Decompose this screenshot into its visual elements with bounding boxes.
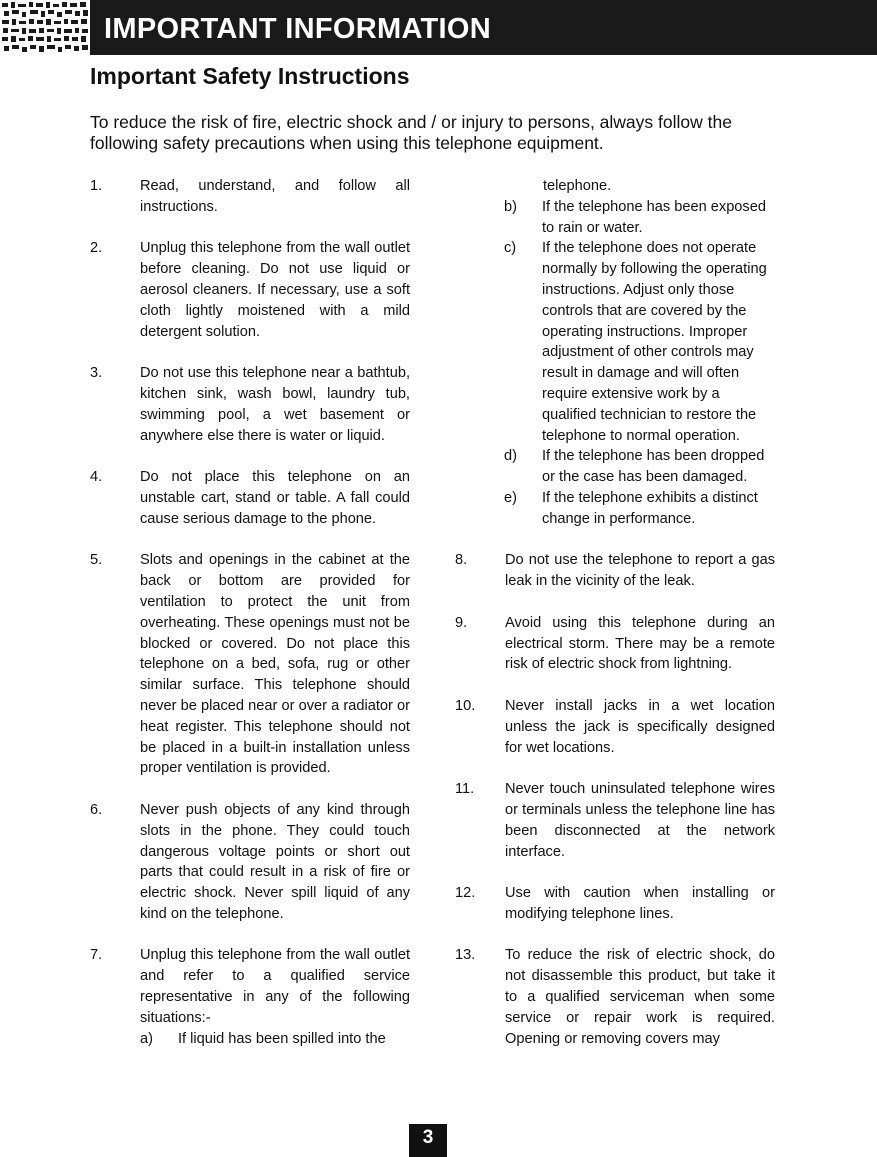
list-item bbox=[455, 550, 775, 592]
item-text: Do not use the telephone to report a gas leak in the vicinity of the leak. bbox=[505, 552, 775, 590]
sub-item-text: If the telephone does not operate normally by following the operating instructions. Adjust only those controls that are covered by the operating instructions. Improper adjustment of other controls may result in damage and will often require extensive work by a qualified technician to restore the telephone to normal operation. bbox=[542, 240, 767, 444]
sub-item-letter: e) bbox=[504, 489, 517, 506]
item-number: 10. bbox=[455, 697, 476, 714]
section-title: Important Safety Instructions bbox=[90, 63, 410, 89]
item-number: 2. bbox=[90, 240, 103, 257]
item-number: 9. bbox=[455, 614, 468, 631]
list-item bbox=[90, 238, 410, 342]
item-text: Never touch uninsulated telephone wires or terminals unless the telephone line has been disconnected at the network interface. bbox=[505, 781, 775, 860]
sub-item-continuation: telephone. bbox=[543, 178, 612, 194]
sub-item bbox=[455, 197, 775, 239]
sub-item-letter: d) bbox=[504, 448, 517, 465]
sub-item-text: If the telephone exhibits a distinct change in performance. bbox=[542, 489, 758, 527]
item-text: Read, understand, and follow all instructions. bbox=[140, 178, 410, 215]
list-item bbox=[455, 696, 775, 758]
item-text: Avoid using this telephone during an electrical storm. There may be a remote risk of electric shock from lightning. bbox=[505, 614, 775, 673]
list-item bbox=[455, 883, 775, 925]
item-number: 12. bbox=[455, 885, 476, 902]
list-item bbox=[90, 176, 410, 218]
item-text: Use with caution when installing or modifying telephone lines. bbox=[505, 885, 775, 922]
header-title: IMPORTANT INFORMATION bbox=[104, 13, 492, 45]
item-text: Slots and openings in the cabinet at the back or bottom are provided for ventilation to protect the unit from overheating. These openings must not be blocked or covered. Do not place this telephone on a bed, sofa, rug or other similar surface. This telephone should never be placed near or over a radiator or heat register. This telephone should not be placed in a built-in installation unless proper ventilation is provided. bbox=[140, 552, 410, 777]
item-number: 11. bbox=[455, 781, 475, 798]
sub-item-text: If the telephone has been exposed to rain or water. bbox=[542, 198, 766, 236]
item-number: 5. bbox=[90, 552, 103, 569]
list-item bbox=[90, 363, 410, 446]
sub-item-text: If the telephone has been dropped or the case has been damaged. bbox=[542, 448, 765, 486]
item-number: 4. bbox=[90, 469, 103, 486]
sub-item bbox=[455, 488, 775, 530]
list-item bbox=[455, 779, 775, 862]
list-item bbox=[90, 945, 410, 1028]
list-item bbox=[90, 550, 410, 779]
item-text: Do not place this telephone on an unstable cart, stand or table. A fall could cause serious damage to the phone. bbox=[140, 469, 410, 527]
item-number: 3. bbox=[90, 365, 103, 382]
item-number: 8. bbox=[455, 552, 468, 569]
sub-item bbox=[455, 446, 775, 488]
item-text: Unplug this telephone from the wall outlet before cleaning. Do not use liquid or aerosol cleaners. If necessary, use a soft cloth lightly moistened with a mild detergent solution. bbox=[140, 240, 410, 340]
item-text: To reduce the risk of electric shock, do not disassemble this product, but take it to a qualified serviceman when some service or repair work is required. Opening or removing covers may bbox=[505, 947, 775, 1047]
item-text: Never install jacks in a wet location unless the jack is specifically designed for wet locations. bbox=[505, 697, 775, 756]
intro-paragraph: To reduce the risk of fire, electric shock and / or injury to persons, always follow the following safety precautions when using this telephone equipment. bbox=[90, 112, 732, 153]
right-column bbox=[455, 176, 775, 1049]
list-item bbox=[90, 800, 410, 925]
list-item bbox=[455, 613, 775, 675]
sub-item bbox=[455, 238, 775, 446]
list-item bbox=[455, 945, 775, 1049]
sub-item-letter: c) bbox=[504, 240, 517, 257]
sub-item bbox=[90, 1029, 410, 1050]
sub-item-letter: b) bbox=[504, 198, 517, 215]
left-column bbox=[90, 176, 410, 1049]
list-item bbox=[90, 467, 410, 529]
item-number: 1. bbox=[90, 178, 103, 194]
item-text: Never push objects of any kind through slots in the phone. They could touch dangerous voltage points or short out parts that could result in a risk of fire or electric shock. Never spill liquid of any kind on the telephone. bbox=[140, 801, 410, 922]
item-text: Unplug this telephone from the wall outlet and refer to a qualified service representative in any of the following situations:- bbox=[140, 947, 410, 1026]
item-number: 6. bbox=[90, 801, 103, 818]
qr-pattern-icon bbox=[0, 0, 90, 55]
item-number: 13. bbox=[455, 947, 476, 964]
sub-item-letter: a) bbox=[140, 1030, 153, 1047]
sub-item-text: If liquid has been spilled into the bbox=[178, 1030, 386, 1047]
item-number: 7. bbox=[90, 947, 103, 964]
item-text: Do not use this telephone near a bathtub, kitchen sink, wash bowl, laundry tub, swimming pool, a wet basement or anywhere else there is water or liquid. bbox=[140, 365, 410, 444]
page-number: 3 bbox=[409, 1124, 447, 1157]
